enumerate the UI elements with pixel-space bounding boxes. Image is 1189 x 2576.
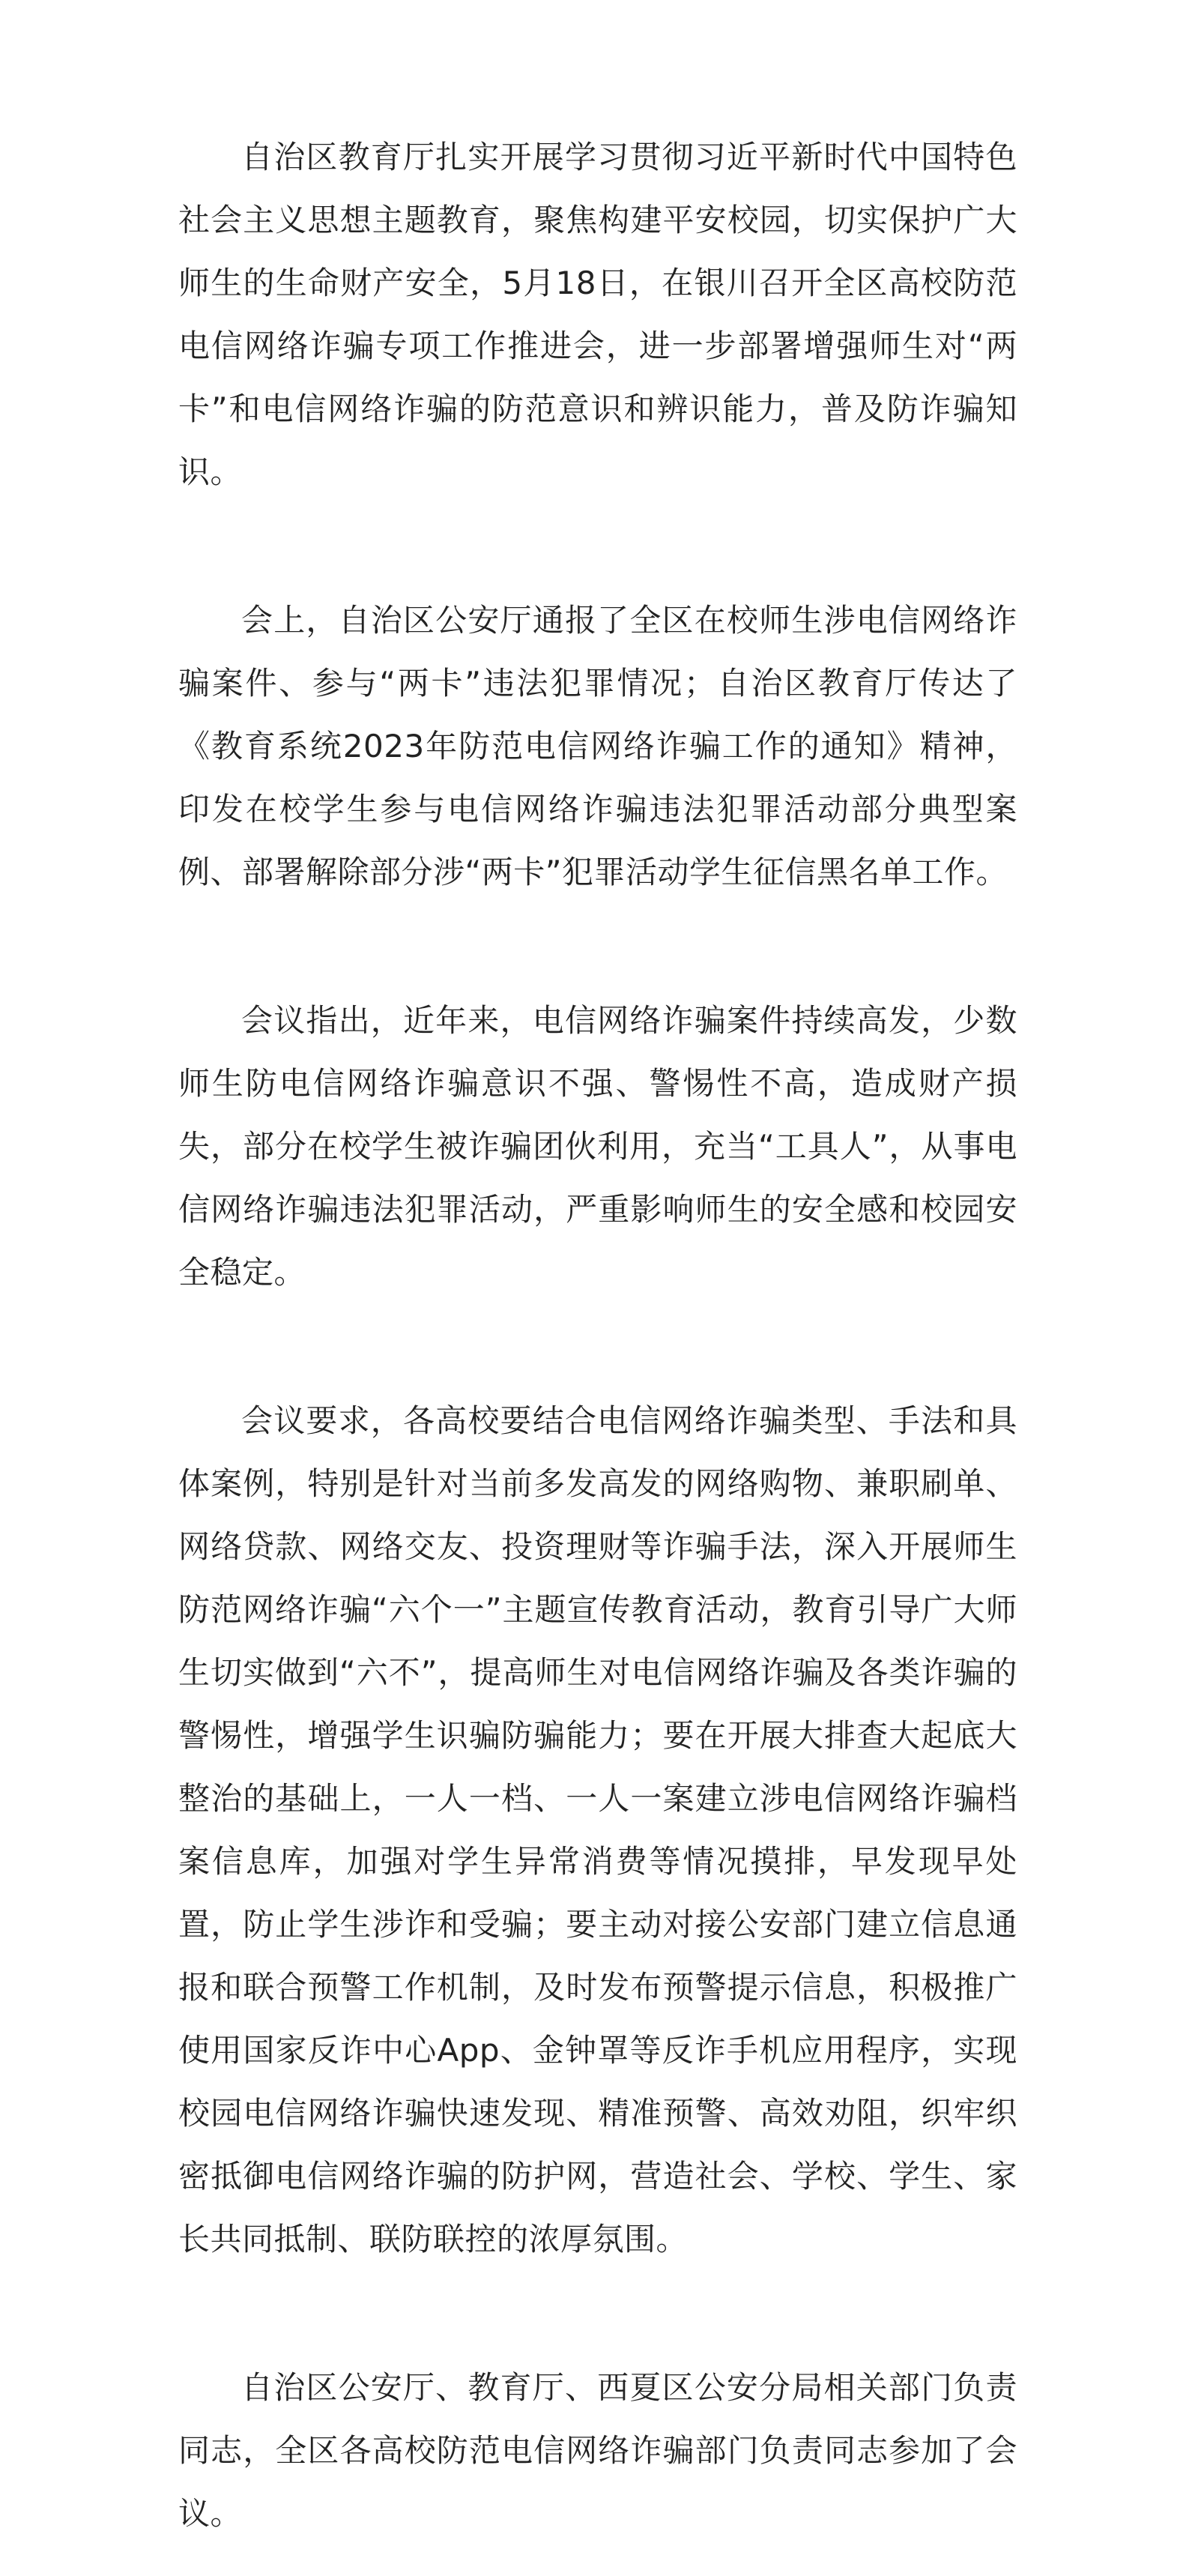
paragraph-attendees: 自治区公安厅、教育厅、西夏区公安分局相关部门负责同志，全区各高校防范电信网络诈骗部门负责同志参加了会议。	[178, 2369, 1017, 2532]
paragraph-meeting-requirements: 会议要求，各高校要结合电信网络诈骗类型、手法和具体案例，特别是针对当前多发高发的网络购物、兼职刷单、网络贷款、网络交友、投资理财等诈骗手法，深入开展师生防范网络诈骗“六个一”主题宣传教育活动，教育引导广大师生切实做到“六不”，提高师生对电信网络诈骗及各类诈骗的警惕性，增强学生识骗防骗能力；要在开展大排查大起底大整治的基础上，一人一档、一人一案建立涉电信网络诈骗档案信息库，加强对学生异常消费等情况摸排，早发现早处置，防止学生涉诈和受骗；要主动对接公安部门建立信息通报和联合预警工作机制，及时发布预警提示信息，积极推广使用国家反诈中心App、金钟罩等反诈手机应用程序，实现校园电信网络诈骗快速发现、精准预警、高效劝阻，织牢织密抵御电信网络诈骗的防护网，营造社会、学校、学生、家长共同抵制、联防联控的浓厚氛围。	[178, 1402, 1017, 2257]
paragraph-meeting-points: 会议指出，近年来，电信网络诈骗案件持续高发，少数师生防电信网络诈骗意识不强、警惕性不高，造成财产损失，部分在校学生被诈骗团伙利用，充当“工具人”，从事电信网络诈骗违法犯罪活动，严重影响师生的安全感和校园安全稳定。	[178, 1002, 1017, 1291]
paragraph-meeting-report: 会上，自治区公安厅通报了全区在校师生涉电信网络诈骗案件、参与“两卡”违法犯罪情况；自治区教育厅传达了《教育系统2023年防范电信网络诈骗工作的通知》精神，印发在校学生参与电信网络诈骗违法犯罪活动部分典型案例、部署解除部分涉“两卡”犯罪活动学生征信黑名单工作。	[178, 602, 1017, 890]
paragraph-intro: 自治区教育厅扎实开展学习贯彻习近平新时代中国特色社会主义思想主题教育，聚焦构建平安校园，切实保护广大师生的生命财产安全，5月18日，在银川召开全区高校防范电信网络诈骗专项工作推进会，进一步部署增强师生对“两卡”和电信网络诈骗的防范意识和辨识能力，普及防诈骗知识。	[178, 139, 1017, 490]
article-body	[178, 126, 1017, 2545]
